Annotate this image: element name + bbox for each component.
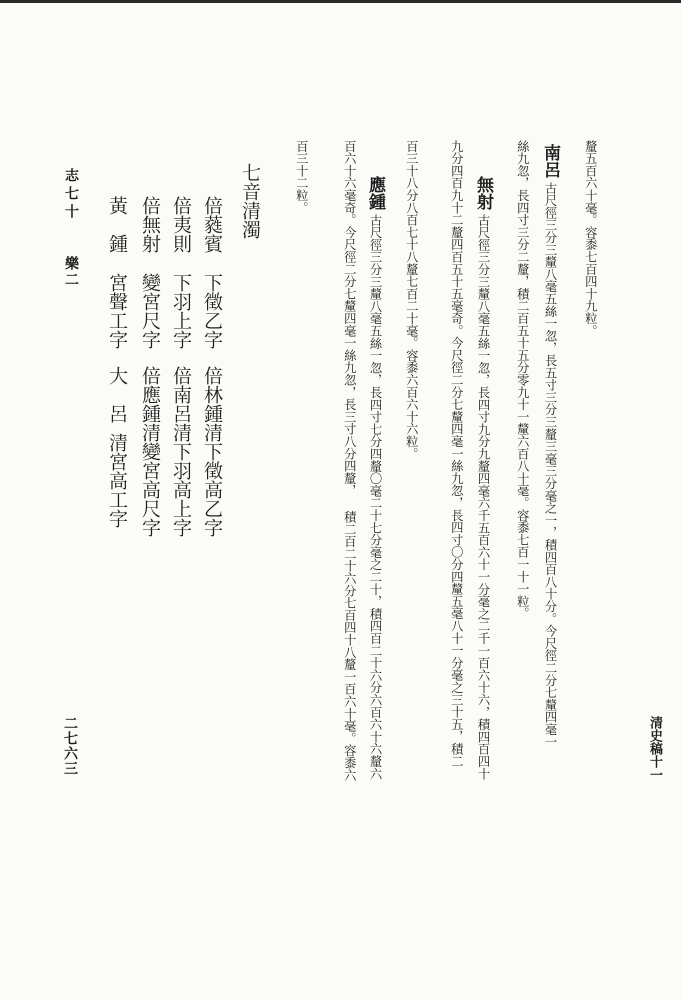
- top-border-rule: [0, 0, 681, 3]
- table-row-3-col3: 倍應鍾: [139, 366, 161, 423]
- table-row-2-col1: 倍夷則: [170, 196, 192, 253]
- table-row-3-col4: 清變宮高尺字: [139, 423, 161, 537]
- table-row-2-col3: 倍南呂: [170, 366, 192, 423]
- entry-head-nanlu: 南呂: [540, 144, 560, 178]
- page-number: 二七六三: [62, 716, 78, 776]
- entry-head-wushe: 無射: [473, 176, 493, 210]
- table-title: 七音清濁: [239, 163, 261, 239]
- entry-text-wushe: 古尺徑三分三釐八毫五絲一忽，長四寸九分九釐四毫六千五百六十一分毫之二千一百六十六，積四百四十: [476, 214, 490, 780]
- entry-nanlu: [541, 144, 558, 748]
- entry-head-yingzhong: 應鍾: [365, 176, 385, 210]
- footer-chapter: 志七十: [63, 168, 79, 222]
- footer-section: 樂二: [63, 256, 79, 288]
- table-row-2-col2: 下羽上字: [170, 273, 192, 349]
- text-line-1: 釐五百六十毫。容黍七百四十九粒。: [583, 140, 598, 337]
- text-line-3: 九分四百九十二釐四百五十五毫奇。今尺徑二分七釐四毫一絲九忽，長四寸〇分四釐五毫八十一分毫之三十五，積二: [449, 140, 464, 768]
- table-row-3-col1: 倍無射: [139, 196, 161, 253]
- table-row-4-col2: 宮聲工字: [106, 273, 128, 349]
- text-line-6: 百三十二粒。: [294, 140, 309, 214]
- table-row-4-col3: 大 呂: [106, 366, 128, 423]
- entry-wushe: [474, 176, 491, 780]
- table-row-1-col3: 倍林鍾: [201, 366, 223, 423]
- text-line-5: 百六十六毫奇。今尺徑二分七釐四毫一絲九忽，長三寸八分四釐， 積二百二十六分七百四十八釐一百六十毫。容黍六: [342, 140, 357, 782]
- table-row-1-col4: 清下徵高乙字: [201, 423, 223, 537]
- table-row-4-col1: 黃 鍾: [106, 196, 128, 253]
- table-row-1-col1: 倍蕤賓: [201, 196, 223, 253]
- entry-text-yingzhong: 古尺徑三分三釐八毫五絲一忽，長四寸七分四釐〇毫二十七分毫之二十，積四百二十六分六百六十六釐六: [368, 214, 382, 780]
- entry-yingzhong: [366, 176, 383, 780]
- table-row-3-col2: 變宮尺字: [139, 273, 161, 349]
- table-row-1-col2: 下徵乙字: [201, 273, 223, 349]
- entry-text-nanlu: 古尺徑三分三釐八毫五絲一忽，長五寸三分三釐三毫三分毫之一，積四百八十分。今尺徑二分七釐四毫一: [543, 182, 557, 748]
- side-title: 清史稿十一: [647, 716, 662, 781]
- text-line-2: 絲九忽，長四寸三分二釐，積二百五十五分零九十一釐六百八十毫。容黍七百一十一粒。: [515, 140, 530, 620]
- text-line-4: 百三十八分八百七十八釐七百二十毫。容黍六百六十六粒。: [404, 140, 419, 460]
- table-row-2-col4: 清下羽高上字: [170, 423, 192, 537]
- table-row-4-col4: 清宮高工字: [106, 433, 128, 528]
